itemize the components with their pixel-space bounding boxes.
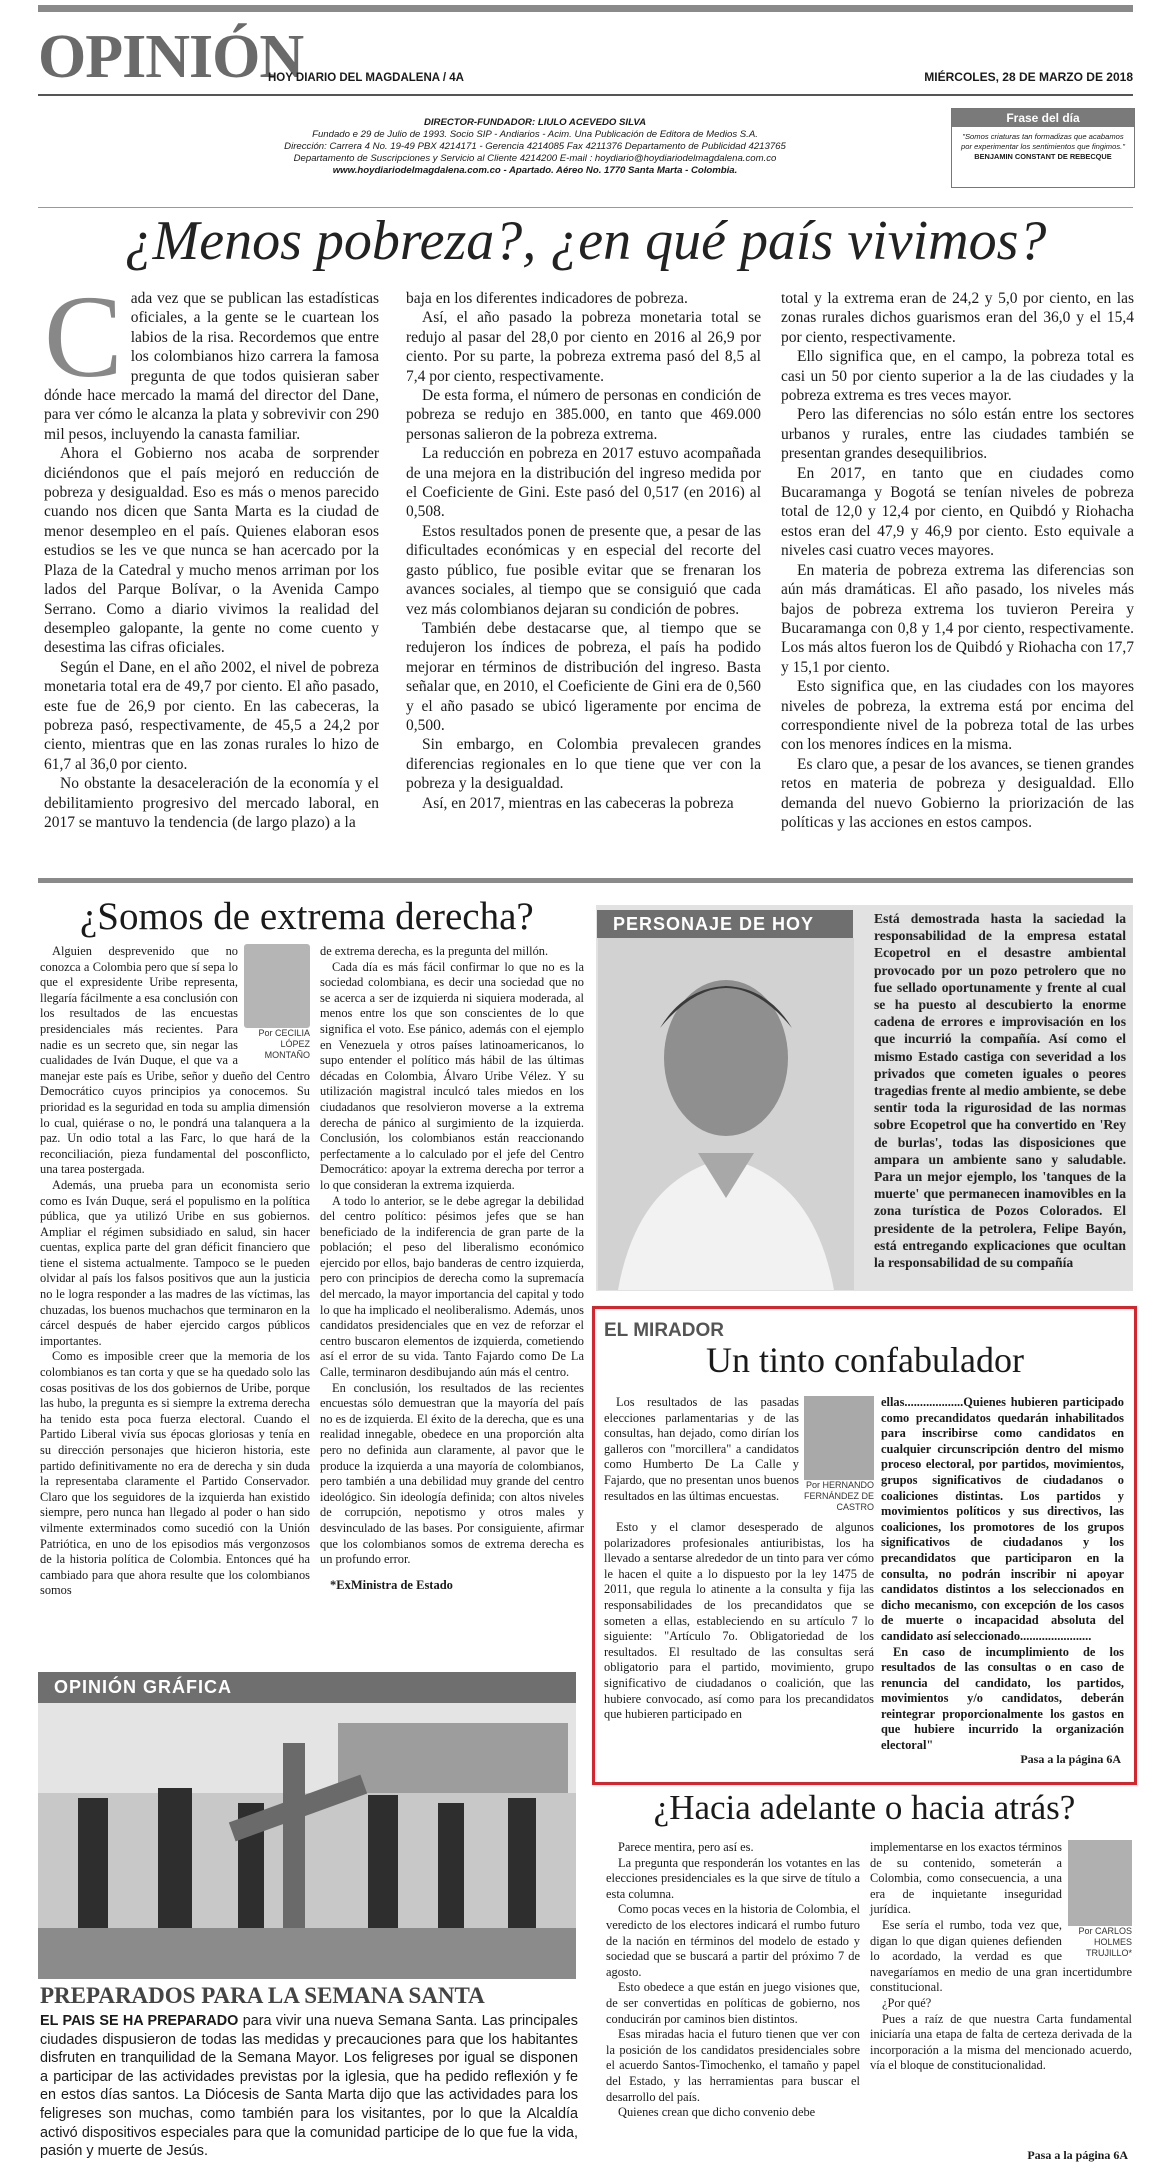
author-caption: Por CECILIA LÓPEZ MONTAÑO (258, 1028, 310, 1060)
paragraph: Como pocas veces en la historia de Colombia, el veredicto de los electores indicará el rumbo futuro de la nación en términos del modelo de estado y sociedad que se buscará a partir del próximo 7 de agosto. (606, 1902, 860, 1979)
masthead-underline (38, 94, 1133, 96)
paragraph: Según el Dane, en el año 2002, el nivel de pobreza monetaria total era de 49,7 por ciento. El año pasado, este fue de 26,9 por ciento. En las cabeceras, la pobreza pasó, respectivamente, de 45,5 a 24,2 por ciento, mientras que en las zonas rurales lo hizo de 61,7 al 36,0 por ciento. (44, 658, 379, 773)
credit-director: DIRECTOR-FUNDADOR: LIULO ACEVEDO SILVA (423, 117, 647, 128)
paragraph: Cada día es más fácil confirmar lo que no es la sociedad colombiana, es decir una sociedad que no se acerca a ser de izquierda ni siquiera moderada, al menos entre los que son conscientes de lo que significa el voto. Ese pánico, además con el ejemplo en Venezuela y otros países latinoamericanos, lo supo entender el político más hábil de las últimas décadas en Colombia, Álvaro Uribe Vélez. Y su utilización magistral inculcó tales miedos en los ciudadanos que resolvieron moverse a la extrema derecha de pánico al surgimiento de la izquierda. Conclusión, los colombianos están reaccionando perfectamente a lo calculado por el jefe del Centro Democrático: apoyar la extrema derecha por terror a lo que consideran la extrema izquierda. (320, 959, 584, 1192)
paragraph: En materia de pobreza extrema las diferencias son aún más dramáticas. El año pasado, los niveles más bajos de pobreza extrema los tuvieron Pereira y Bucaramanga con 0,8 y 1,4 por ciento, respectivamente. Los más altos fueron los de Quibdó y Riohacha con 17,7 y 15,1 por ciento. (781, 561, 1134, 676)
paragraph: Sin embargo, en Colombia prevalecen grandes diferencias regionales en lo que tiene que ver con la pobreza y la desigualdad. (406, 736, 761, 793)
extrema-headline: ¿Somos de extrema derecha? (80, 895, 534, 938)
person-icon (598, 938, 854, 1290)
paragraph: Ello significa que, en el campo, la pobreza total es casi un 50 por ciento superior a la de las ciudades y la pobreza extrema es tres veces mayor. (781, 348, 1134, 405)
adelante-col-1 (606, 1840, 860, 2121)
mirador-headline: Un tinto confabulador (706, 1340, 1024, 1380)
personaje-photo (598, 938, 854, 1290)
issue-date: MIÉRCOLES, 28 DE MARZO DE 2018 (924, 70, 1133, 84)
adelante-col-2 (870, 1840, 1132, 2074)
paper-name: HOY DIARIO DEL MAGDALENA / 4A (268, 72, 464, 84)
frase-author: BENJAMIN CONSTANT DE REBECQUE (974, 152, 1112, 161)
paragraph: Es claro que, a pesar de los avances, se tienen grandes retos en materia de pobreza y desigualdad. Ello demanda del nuevo Gobierno la priorización de las políticas y las acciones en estos campos. (781, 755, 1134, 831)
extrema-col-2 (320, 944, 584, 1593)
paragraph: Los resultados de las pasadas elecciones parlamentarias y de las consultas, han dejado, como dirían los galleros con "morcillera" a candidatos como Humberto De La Calle y Fajardo, que no presentan unos buenos resultados en las últimas encuestas. (604, 1395, 799, 1503)
grafica-lead: EL PAIS SE HA PREPARADO (40, 2013, 239, 2029)
personaje-text: Está demostrada hasta la saciedad la responsabilidad de la empresa estatal Ecopetrol en el desastre ambiental provocado por un pozo petrolero que no fue sellado oportunamente y frente al cual se ha puesto al descubierto la enorme cadena de errores e improvisación en los que incurrió la compañía. Así como el mismo Estado castiga con severidad a los privados que cometen iguales o peores tragedias frente al medio ambiente, se debe sentir toda la rigurosidad de las normas sobre Ecopetrol que ha convertido en 'Rey de burlas', todas las disposiciones que ampara un ambiente sano y saludable. Para un mejor ejemplo, los 'tanques de la muerte' que permanecen inamovibles en la zona turística de Pozos Colorados. El presidente de la petrolera, Felipe Bayón, está entregando explicaciones que ocultan la responsabilidad de su compañía (874, 911, 1126, 1271)
credit-line: www.hoydiariodelmagdalena.com.co - Apartado. Aéreo No. 1770 Santa Marta - Colombia. (332, 165, 738, 176)
lead-headline: ¿Menos pobreza?, ¿en qué país vivimos? (124, 210, 1047, 272)
lead-col-3 (781, 289, 1134, 832)
paragraph: Así, en 2017, mientras en las cabeceras la pobreza (422, 794, 734, 812)
paragraph: baja en los diferentes indicadores de pobreza. (406, 290, 688, 307)
mirador-col-1a (604, 1395, 799, 1504)
paragraph: La pregunta que responderán los votantes en las elecciones presidenciales es la que sirve de título a esta columna. (606, 1855, 860, 1901)
signature: *ExMinistra de Estado (330, 1577, 453, 1592)
paragraph: Pues a raíz de que nuestra Carta fundamental iniciaría una etapa de falta de certeza derivada de la incorporación a la misma del mencionado acuerdo, vía el bloque de constitucionalidad. (870, 2011, 1132, 2073)
frase-box (951, 108, 1135, 188)
paragraph: La reducción en pobreza en 2017 estuvo acompañada de una mejora en la distribución del ingreso medida por el Coeficiente de Gini. Este pasó del 0,517 (en 2016) al 0,508. (406, 445, 761, 521)
personaje-label: PERSONAJE DE HOY (597, 910, 853, 938)
credit-line: Fundado e 29 de Julio de 1993. Socio SIP - Andiarios - Acim. Una Publicación de Editora de Medios S.A. (312, 129, 758, 140)
grafica-text (40, 2012, 578, 2161)
frase-title: Frase del día (952, 109, 1134, 127)
author-photo (244, 944, 310, 1028)
paragraph: Pero las diferencias no sólo están entre los sectores urbanos y rurales, entre las ciudades también se presentan grandes desequilibrios. (781, 406, 1134, 463)
top-rule (38, 5, 1133, 12)
paragraph: ada vez que se publican las estadísticas oficiales, a la gente se le cuartean los labios de la risa. Recordemos que entre los colombianos hizo carrera la famosa pregunta de que todos quisieran saber dónde hace mercado la mamá del director del Dane, para ver cómo le alcanza la plata y sobrevivir con 290 mil pesos, incluyendo la canasta familiar. (44, 290, 379, 443)
extrema-col-1 (40, 944, 310, 1599)
mirador-label: EL MIRADOR (604, 1320, 724, 1341)
paragraph: Esas miradas hacia el futuro tienen que ver con la posición de los candidatos presidenciales sobre el acuerdo Santos-Timochenko, el tamaño y papel del Estado, y las herramientas para buscar el desarrollo del país. (606, 2027, 860, 2104)
paragraph: Ese sería el rumbo, toda vez que, digan lo que digan quienes defienden lo acordado, la verdad es que navegaríamos en medio de una gran incertidumbre constitucional. (870, 1917, 1132, 1995)
paragraph: de extrema derecha, es la pregunta del millón. (320, 944, 549, 958)
author-caption: Por HERNANDO FERNÁNDEZ DE CASTRO (804, 1480, 875, 1512)
paragraph: implementarse en los exactos términos de su contenido, someterán a Colombia, como consecuencia, a una era de inquietante inseguridad jurídica. (870, 1840, 1063, 1917)
paragraph: Esto y el clamor desesperado de algunos polarizadores profesionales antiuribistas, los ha llevado a sentarse alrededor de un tinto para ver cómo le hacen el quite a lo dispuesto por la ley 1475 de 2011, que regula lo atinente a la consulta y fija las responsabilidades de los precandidatos que se someten a ellas, estableciendo en su artículo 7 lo siguiente: "Artículo 7o. Obligatoriedad de los resultados. El resultado de las consultas será obligatorio para el partido, movimiento, grupo significativo de ciudadanos o coalición, que las hubiere convocado, así como para los precandidatos que hubieren participado en (604, 1520, 874, 1722)
mirador-jump[interactable]: Pasa a la página 6A (1020, 1752, 1121, 1766)
credit-line: Departamento de Suscripciones y Servicio al Cliente 4214200 E-mail : hoydiario@hoydiariodelmagdalena.com.co (293, 153, 777, 164)
mirador-col-1b (604, 1520, 874, 1723)
paragraph: total y la extrema eran de 24,2 y 5,0 por ciento, en las zonas rurales dichos guarismos eran del 36,0 y el 15,4 por ciento, respectivamente. (781, 290, 1134, 346)
author-box (1068, 1840, 1132, 1959)
lead-col-2 (406, 289, 761, 813)
paragraph: Esto significa que, en las ciudades con los mayores niveles de pobreza, la extrema está por encima del correspondiente nivel de la pobreza total de las urbes con los menores índices en la misma. (781, 678, 1134, 754)
paragraph: De esta forma, el número de personas en condición de pobreza se redujo en 385.000, en tanto que 469.000 personas salieron de la pobreza extrema. (406, 387, 761, 443)
paragraph: Estos resultados ponen de presente que, a pesar de las dificultades económicas y en especial del recorte del gasto público, fue posible evitar que se frenaran los avances sociales, al tiempo que se consiguió que cada vez más colombianos dejaran su condición de pobres. (406, 522, 761, 618)
lead-col-1 (44, 271, 379, 832)
grafica-photo (38, 1703, 576, 1979)
dropcap: C (44, 271, 123, 402)
paragraph: Quienes crean que dicho convenio debe (618, 2105, 816, 2120)
frase-quote: "Somos criaturas tan formadizas que acabamos por experimentar los sentimientos que fingimos." (961, 132, 1125, 151)
paragraph: A todo lo anterior, se le debe agregar la debilidad del centro político: pésimos jefes que se han beneficiado de la indiferencia de gran parte de la población; el peso del liberalismo económico ejercido por ellos, bajo banderas de centro izquierda, pero con principios de derecha como la supremacía del mercado, la mayor importancia del capital y todo lo que ha implicado el neoliberalismo. Además, unos candidatos presidenciales que en vez de reforzar el centro buscaron elementos de izquierda, cometiendo así el error de su vida. Tanto Fajardo como De La Calle, terminaron desdibujando aún más el centro. (320, 1193, 584, 1380)
paragraph: En 2017, en tanto que en ciudades como Bucaramanga y Bogotá se tenían niveles de pobreza total de 12,0 y 12,4 por ciento, en Quibdó y Riohacha estos eran del 47,9 y 46,9 por ciento. Esto equivale a niveles casi cuatro veces mayores. (781, 464, 1134, 560)
author-photo (1068, 1840, 1132, 1926)
paragraph: Esto obedece a que están en juego visiones que, de ser convertidas en políticas de gobierno, nos conducirán por caminos bien distintos. (606, 1980, 860, 2026)
credits (220, 117, 850, 177)
author-photo (804, 1396, 874, 1480)
author-box (244, 944, 310, 1061)
paragraph: Alguien desprevenido que no conozca a Colombia pero que sí sepa lo que el expresidente Uribe representa, llegaría fácilmente a esa conclusión con los resultados de las encuestas presidenciales más recientes. Para nadie es un secreto que, sin negar las cualidades de Iván Duque, el que va a manejar este país es Uribe, señor y dueño del Centro Democrático cuyos principios ya conocemos. Su prioridad es la seguridad en toda su amplia dimensión lo cual, quiérase o no, le pondrá una talanquera a la paz. Un odio total a las Farc, lo que hará de la reconciliación, pieza fundamental del posconflicto, una tarea postergada. (40, 944, 310, 1177)
mirador-col-2 (881, 1395, 1124, 1754)
paragraph: Como es imposible creer que la memoria de los colombianos es tan corta y que se ha quedado solo las cosas positivas de los dos gobiernos de Uribe, porque las hubo, la pregunta es si siempre la extrema derecha ha tenido esta poca fuerza electoral. Cuando el Partido Liberal vivía sus épocas gloriosas y tenía en su dirección personajes que hicieron historia, este partido definitivamente no era de derecha y sin duda la representaba claramente el Partido Conservador. Claro que los seguidores de la izquierda han existido siempre, pero nunca han llegado al poder o han sido vilmente exterminados como sucedió con la Unión Patriótica, en uno de los episodios más vergonzosos de la historia política de Colombia. Entonces qué ha cambiado para que ahora resulte que los colombianos somos (40, 1349, 310, 1598)
lead-bottom-rule (38, 878, 1133, 883)
adelante-jump[interactable]: Pasa a la página 6A (1027, 2148, 1128, 2162)
paragraph: ¿Por qué? (882, 1995, 932, 2010)
grafica-body: para vivir una nueva Semana Santa. Las principales ciudades dispusieron de todas las medidas y precauciones para que los habitantes disfruten en tranquilidad de la Semana Mayor. Los feligreses por igual se disponen a participar de las actividades previstas por la iglesia, que ha pedido reflexión y fe en estos días santos. La Diócesis de Santa Marta dijo que las actividades para los feligreses son muchas, como también para los visitantes, por lo que la Alcaldía activó dispositivos especiales para que la comunidad participe de lo que fue la vida, pasión y muerte de Jesús. (40, 2013, 578, 2160)
paragraph: Así, el año pasado la pobreza monetaria total se redujo al pasar del 28,0 por ciento en 2016 al 26,9 por ciento. Por su parte, la pobreza extrema pasó del 8,5 al 7,4 por ciento, respectivamente. (406, 309, 761, 385)
paragraph: Además, una prueba para un economista serio como es Iván Duque, será el populismo en la política pública, que ya utilizó Uribe en sus gobiernos. Ampliar el régimen subsidiado en salud, sin hacer cuentas, explica parte del gran déficit financiero que tiene el sistema actualmente. Tampoco se le pueden olvidar al país los falsos positivos que aun la justicia no le logra responder a las madres de las víctimas, las chuzadas, los buenos muchachos que terminaron en la cárcel después de haber ejercido cargos públicos importantes. (40, 1177, 310, 1348)
mirador-author-box (804, 1396, 874, 1513)
adelante-headline: ¿Hacia adelante o hacia atrás? (653, 1788, 1076, 1827)
paragraph: Ahora el Gobierno nos acaba de sorprender diciéndonos que el país mejoró en reducción de pobreza y desigualdad. Eso es más o menos parecido cuando nos dicen que Santa Marta es la ciudad de menor desempleo en el país. Quienes elaboran esos estudios se les ve que nunca se han acercado por la Plaza de la Catedral y mucho menos arriman por los lados del Parque Bolívar, o la Avenida Campo Serrano. Como a diario vivimos la realidad del desempleo galopante, la gente no come cuento y desestima las cifras oficiales. (44, 445, 379, 657)
paragraph: En caso de incumplimiento de los resultados de las consultas o en caso de renuncia del candidato, los partidos, movimientos y/o candidatos, deberán reintegrar proporcionalmente los gastos en que hubiere incurrido la organización electoral" (881, 1644, 1124, 1753)
author-caption: Por CARLOS HOLMES TRUJILLO* (1078, 1926, 1132, 1958)
paragraph: En conclusión, los resultados de las recientes encuestas sólo demuestran que la mayoría del país no es de izquierda. El éxito de la derecha, que es una realidad innegable, obedece en una proporción alta pero no definida aun claramente, al pavor que le produce la izquierda a una mayoría de colombianos, pero también a una debilidad muy grande del centro ideológico. Sin ideología definida; con altos niveles de corrupción, nepotismo y otros males y desvinculado de las bases. Por consiguiente, afirmar que los colombianos somos de extrema derecha es un profundo error. (320, 1380, 584, 1567)
grafica-headline: PREPARADOS PARA LA SEMANA SANTA (40, 1983, 485, 2008)
section-title: OPINIÓN (38, 23, 304, 91)
paragraph: ellas...................Quienes hubieren participado como precandidatos quedarán inhabilitados para inscribirse como candidatos en cualquier circunscripción dentro del mismo proceso electoral, por partidos, movimientos, grupos significativos de ciudadanos o coaliciones distintas. Los partidos y movimientos políticos y sus directivos, las coaliciones, los promotores de los grupos significativos de ciudadanos y los precandidatos que participaron en la consulta, no podrán inscribir ni apoyar candidatos distintos a los seleccionados en dicho mecanismo, con excepción de los casos de muerte o incapacidad absoluta del candidato así seleccionado....................... (881, 1395, 1124, 1643)
grafica-label: OPINIÓN GRÁFICA (38, 1672, 576, 1703)
paragraph: No obstante la desaceleración de la economía y el debilitamiento progresivo del mercado laboral, en 2017 se mantuvo la tendencia (de largo plazo) a la (44, 775, 379, 831)
credit-line: Dirección: Carrera 4 No. 19-49 PBX 4214171 - Gerencia 4214085 Fax 4211376 Departamento de Publicidad 4213765 (284, 141, 786, 152)
paragraph: También debe destacarse que, al tiempo que se redujeron los índices de pobreza, el país ha podido mejorar en términos de distribución del ingreso. Basta señalar que, en 2010, el Coeficiente de Gini era de 0,560 y el año pasado se ubicó ligeramente por encima de 0,500. (406, 619, 761, 734)
procession-photo-icon (38, 1703, 576, 1979)
paragraph: Parece mentira, pero así es. (618, 1840, 754, 1854)
